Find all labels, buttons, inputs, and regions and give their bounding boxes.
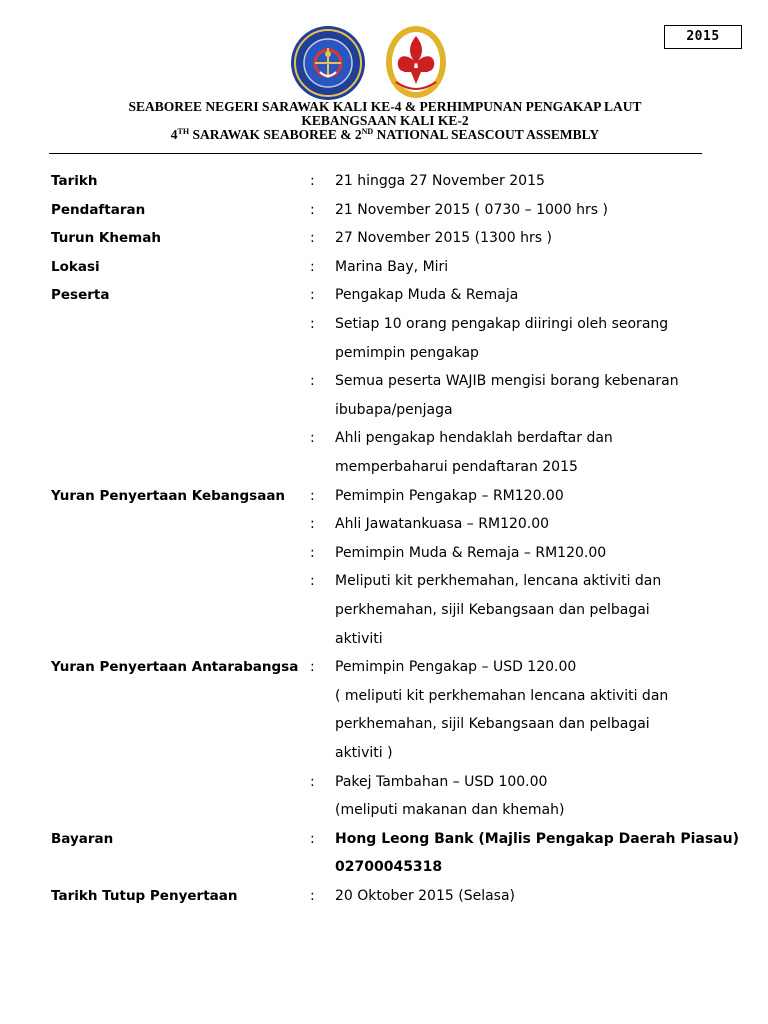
- detail-colon: :: [310, 373, 315, 390]
- detail-value: 20 Oktober 2015 (Selasa): [335, 888, 515, 904]
- detail-colon: :: [310, 201, 315, 218]
- detail-value: Pemimpin Pengakap – USD 120.00: [335, 659, 577, 676]
- detail-colon: :: [310, 487, 315, 504]
- detail-value: Hong Leong Bank (Majlis Pengakap Daerah Piasau): [335, 830, 739, 847]
- detail-row: [0, 316, 768, 344]
- heading-line-2: KEBANGSAAN KALI KE-2: [301, 113, 469, 128]
- detail-value: Ahli pengakap hendaklah berdaftar dan: [335, 430, 613, 447]
- detail-row: [0, 659, 768, 687]
- detail-value: Pakej Tambahan – USD 100.00: [335, 773, 548, 790]
- detail-value: pemimpin pengakap: [335, 344, 479, 361]
- detail-label: Turun Khemah: [51, 230, 161, 247]
- detail-value: 21 November 2015 ( 0730 – 1000 hrs ): [335, 201, 608, 218]
- detail-row: [0, 202, 768, 230]
- detail-row: [0, 716, 768, 744]
- detail-value: Setiap 10 orang pengakap diiringi oleh seorang: [335, 316, 669, 332]
- detail-label: Peserta: [51, 287, 110, 304]
- detail-row: [0, 173, 768, 201]
- detail-row: [0, 859, 768, 887]
- detail-label: Yuran Penyertaan Kebangsaan: [51, 487, 286, 504]
- detail-row: [0, 745, 768, 773]
- detail-colon: :: [310, 287, 315, 304]
- detail-colon: :: [310, 516, 315, 533]
- detail-colon: :: [310, 258, 315, 275]
- detail-colon: :: [310, 430, 315, 447]
- detail-label: Tarikh: [51, 173, 98, 189]
- detail-value: Pengakap Muda & Remaja: [335, 287, 519, 304]
- detail-value: (meliputi makanan dan khemah): [335, 802, 565, 819]
- detail-value: 02700045318: [335, 859, 443, 876]
- detail-value: 21 hingga 27 November 2015: [335, 173, 545, 189]
- detail-value: Meliputi kit perkhemahan, lencana aktiviti dan: [335, 573, 662, 590]
- detail-colon: :: [310, 773, 315, 790]
- detail-row: [0, 545, 768, 573]
- detail-row: [0, 888, 768, 916]
- detail-value: perkhemahan, sijil Kebangsaan dan pelbagai: [335, 602, 650, 618]
- detail-colon: :: [310, 659, 315, 676]
- detail-row: [0, 345, 768, 373]
- detail-row: [0, 230, 768, 258]
- detail-row: [0, 831, 768, 859]
- detail-colon: :: [310, 230, 315, 247]
- detail-row: [0, 688, 768, 716]
- detail-label: Lokasi: [51, 258, 100, 275]
- heading-line-1: SEABOREE NEGERI SARAWAK KALI KE-4 & PERHIMPUNAN PENGAKAP LAUT: [128, 99, 642, 114]
- detail-row: [0, 459, 768, 487]
- detail-row: [0, 802, 768, 830]
- detail-value: aktiviti: [335, 630, 383, 647]
- detail-value: perkhemahan, sijil Kebangsaan dan pelbagai: [335, 716, 650, 733]
- detail-row: [0, 402, 768, 430]
- detail-row: [0, 573, 768, 601]
- year-box: 2015: [664, 25, 742, 49]
- detail-value: Semua peserta WAJIB mengisi borang kebenaran: [335, 373, 679, 390]
- detail-colon: :: [310, 316, 315, 332]
- detail-value: ( meliputi kit perkhemahan lencana aktiviti dan: [335, 687, 669, 704]
- detail-row: [0, 774, 768, 802]
- detail-label: Yuran Penyertaan Antarabangsa: [51, 659, 299, 676]
- detail-row: [0, 259, 768, 287]
- heading-line-3: 4TH SARAWAK SEABOREE & 2ND NATIONAL SEASCOUT ASSEMBLY: [170, 127, 600, 142]
- detail-colon: :: [310, 573, 315, 590]
- detail-value: Marina Bay, Miri: [335, 258, 449, 275]
- detail-value: 27 November 2015 (1300 hrs ): [335, 230, 552, 247]
- detail-row: [0, 631, 768, 659]
- detail-row: [0, 430, 768, 458]
- detail-colon: :: [310, 544, 315, 561]
- document-heading: [60, 100, 710, 142]
- detail-row: [0, 602, 768, 630]
- detail-value: Pemimpin Pengakap – RM120.00: [335, 487, 564, 504]
- detail-row: [0, 287, 768, 315]
- seascout-emblem-logo: [288, 24, 368, 102]
- detail-label: Bayaran: [51, 830, 114, 847]
- detail-row: [0, 373, 768, 401]
- detail-colon: :: [310, 888, 315, 904]
- detail-label: Tarikh Tutup Penyertaan: [51, 888, 238, 904]
- detail-label: Pendaftaran: [51, 201, 146, 218]
- detail-value: Pemimpin Muda & Remaja – RM120.00: [335, 544, 607, 561]
- detail-colon: :: [310, 173, 315, 189]
- detail-value: aktiviti ): [335, 745, 393, 761]
- detail-value: memperbaharui pendaftaran 2015: [335, 459, 578, 475]
- detail-colon: :: [310, 830, 315, 847]
- detail-row: [0, 488, 768, 516]
- detail-row: [0, 516, 768, 544]
- detail-value: Ahli Jawatankuasa – RM120.00: [335, 516, 550, 533]
- detail-value: ibubapa/penjaga: [335, 401, 453, 418]
- scout-fleur-de-lis-logo: [384, 24, 448, 100]
- heading-divider: [49, 153, 702, 154]
